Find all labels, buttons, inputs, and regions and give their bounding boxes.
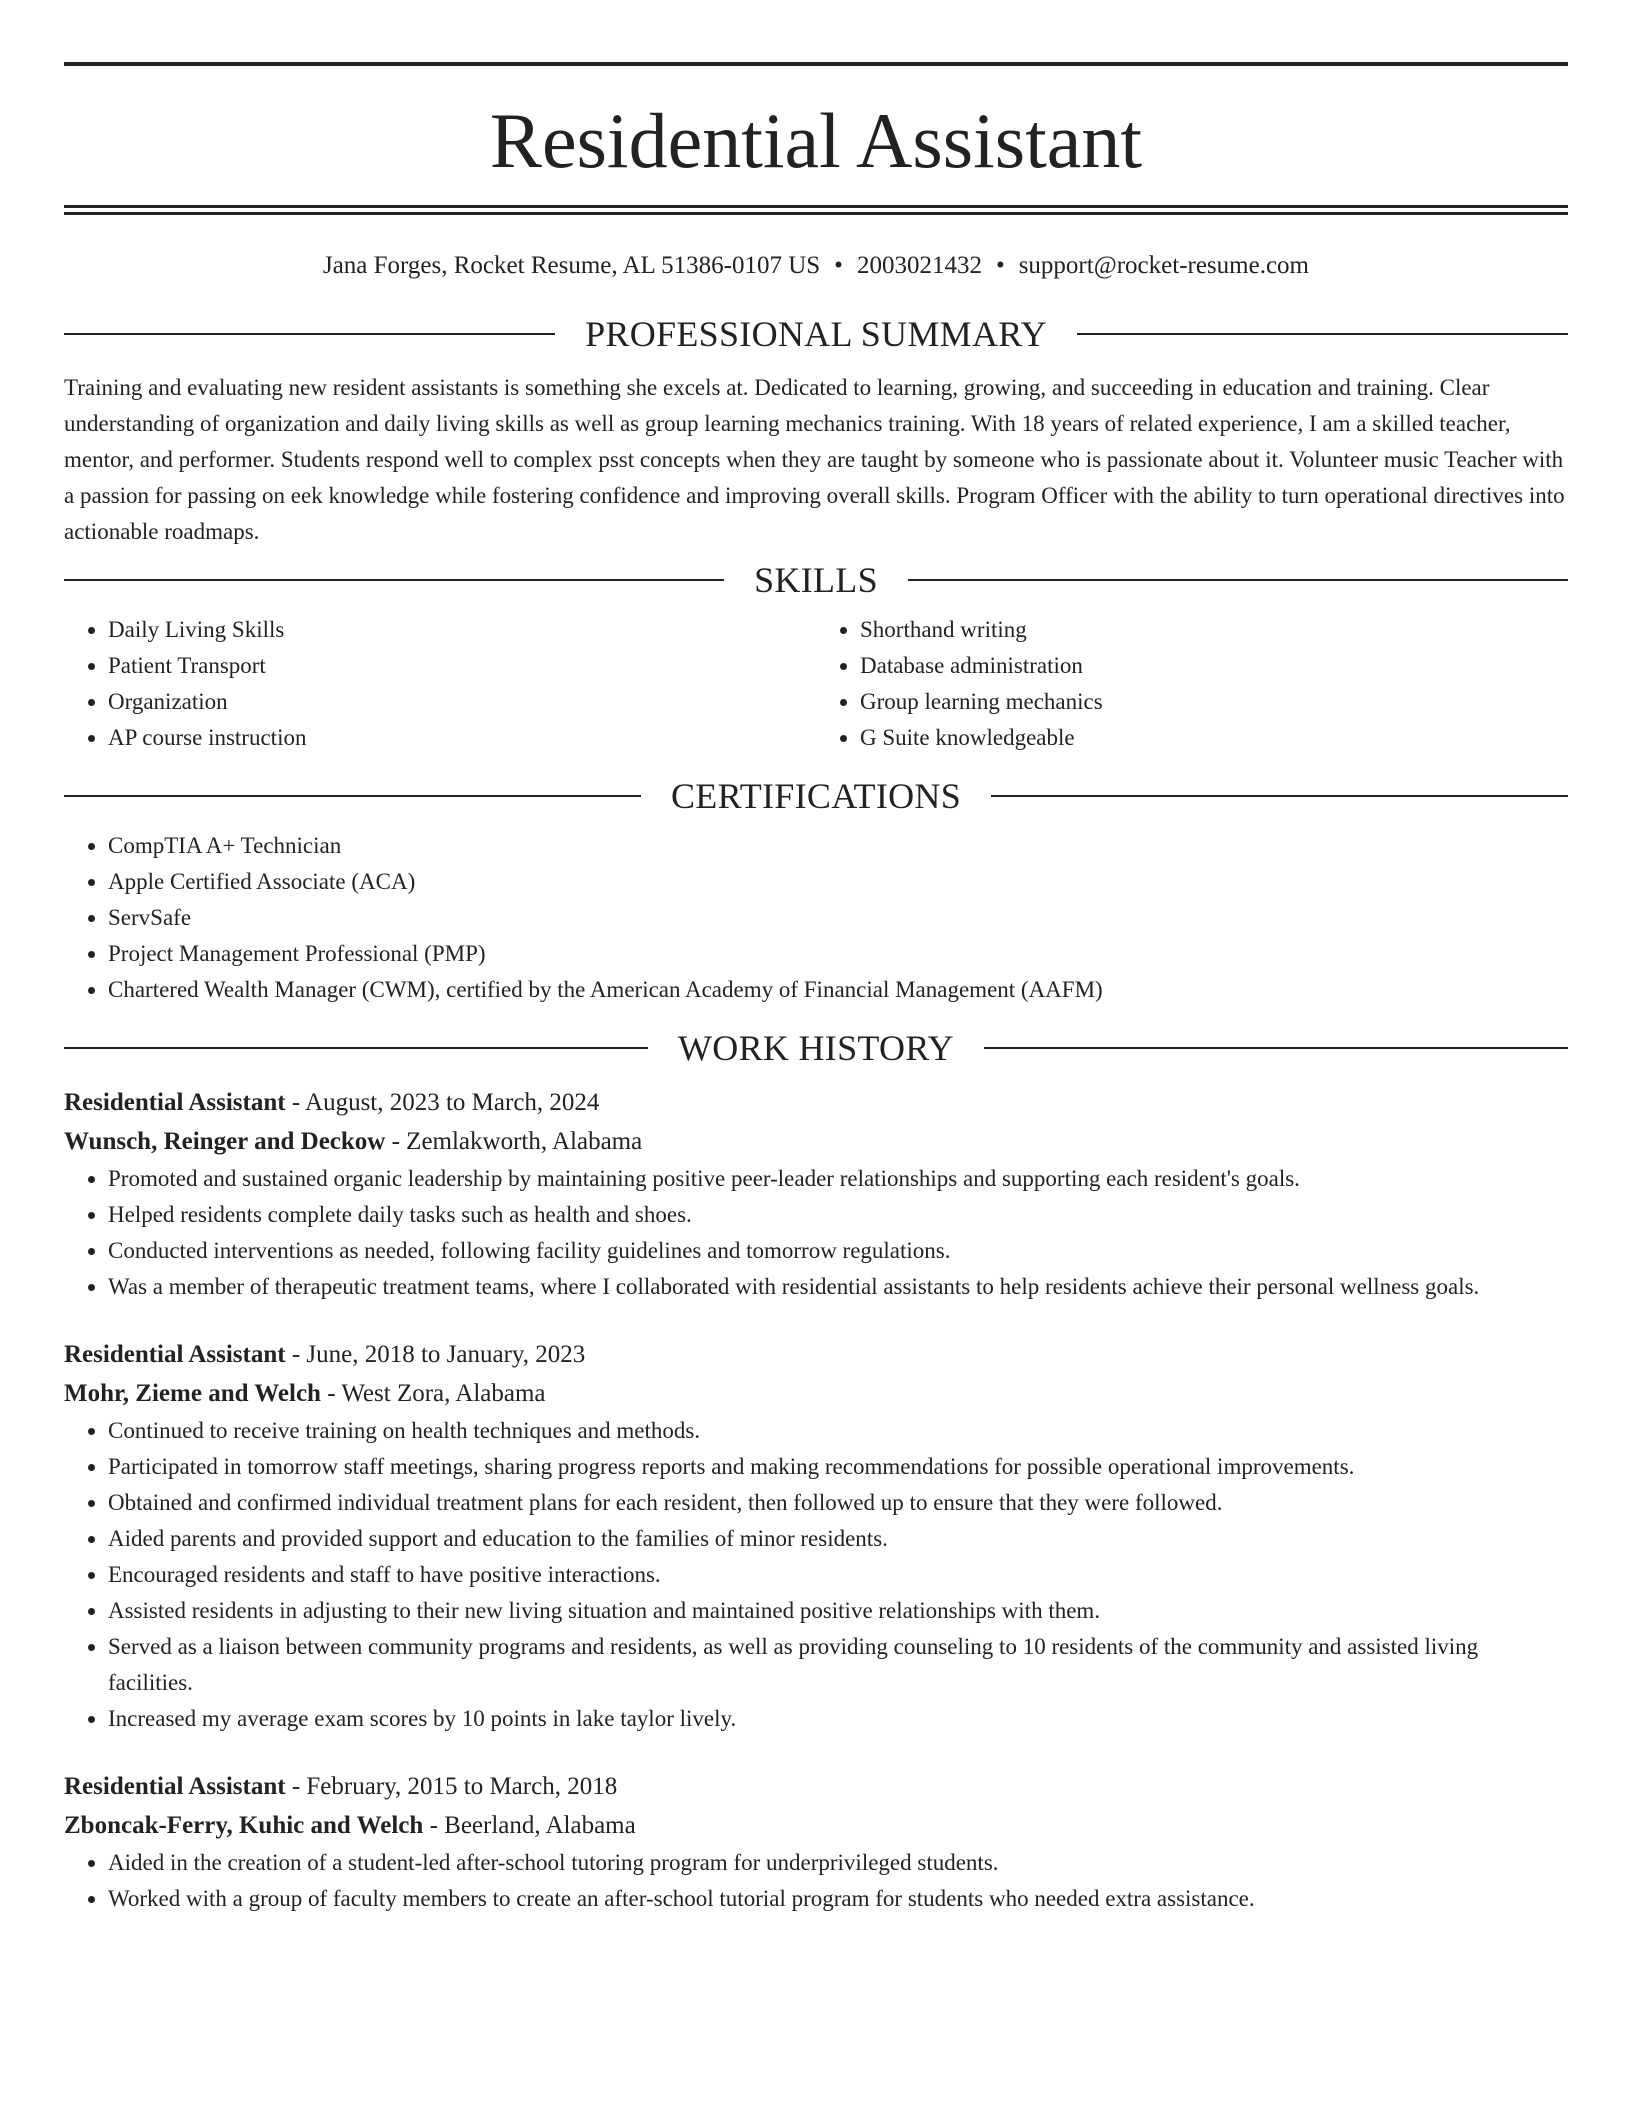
job-duties-list xyxy=(64,1845,1568,1917)
job-company-line xyxy=(64,1806,1568,1845)
skill-item: • AP course instruction xyxy=(108,720,816,756)
job-duty: • Worked with a group of faculty members to create an after-school tutorial program for students who needed extra assistance. xyxy=(108,1881,1568,1917)
skills-grid xyxy=(64,612,1568,756)
certifications-heading: CERTIFICATIONS xyxy=(670,776,962,816)
contact-phone: 2003021432 xyxy=(856,252,982,279)
job-entry xyxy=(64,1335,1568,1737)
heading-rule-left xyxy=(64,333,555,335)
job-company-line xyxy=(64,1374,1568,1413)
job-duty: • Increased my average exam scores by 10 points in lake taylor lively. xyxy=(108,1701,1568,1737)
skills-column-right xyxy=(816,612,1568,756)
job-location: - Zemlakworth, Alabama xyxy=(385,1128,643,1155)
skills-column-left xyxy=(64,612,816,756)
job-duty: • Was a member of therapeutic treatment teams, where I collaborated with residential assistants to help residents achieve their personal wellness goals. xyxy=(108,1269,1568,1305)
skill-item: • Organization xyxy=(108,684,816,720)
skills-list-left xyxy=(64,612,816,756)
skill-item: • G Suite knowledgeable xyxy=(860,720,1568,756)
job-dates: - February, 2015 to March, 2018 xyxy=(285,1773,618,1800)
contact-separator: • xyxy=(995,252,1005,279)
heading-rule-right xyxy=(984,1047,1568,1049)
skills-list-right xyxy=(816,612,1568,756)
job-title-line xyxy=(64,1083,1568,1122)
job-company: Zboncak-Ferry, Kuhic and Welch xyxy=(64,1812,424,1839)
skills-section-heading xyxy=(64,562,1568,598)
work-heading: WORK HISTORY xyxy=(678,1028,954,1068)
skill-item: • Shorthand writing xyxy=(860,612,1568,648)
skill-item: • Daily Living Skills xyxy=(108,612,816,648)
job-duty: • Conducted interventions as needed, following facility guidelines and tomorrow regulations. xyxy=(108,1233,1568,1269)
certification-item: • Project Management Professional (PMP) xyxy=(108,936,1568,972)
job-duty: • Aided parents and provided support and education to the families of minor residents. xyxy=(108,1521,1568,1557)
skill-item: • Database administration xyxy=(860,648,1568,684)
job-entry xyxy=(64,1767,1568,1917)
summary-heading: PROFESSIONAL SUMMARY xyxy=(585,314,1047,354)
heading-rule-left xyxy=(64,1047,648,1049)
job-company-line xyxy=(64,1122,1568,1161)
job-title-line xyxy=(64,1335,1568,1374)
certification-item: • Apple Certified Associate (ACA) xyxy=(108,864,1568,900)
job-dates: - August, 2023 to March, 2024 xyxy=(285,1089,600,1116)
certifications-section-heading xyxy=(64,778,1568,814)
contact-email: support@rocket-resume.com xyxy=(1018,252,1309,279)
job-duty: • Encouraged residents and staff to have positive interactions. xyxy=(108,1557,1568,1593)
skills-heading: SKILLS xyxy=(754,560,878,600)
certification-item: • ServSafe xyxy=(108,900,1568,936)
job-title: Residential Assistant xyxy=(64,1089,286,1116)
work-section-heading xyxy=(64,1030,1568,1066)
certification-item: • Chartered Wealth Manager (CWM), certified by the American Academy of Financial Management (AAFM) xyxy=(108,972,1568,1008)
title-double-rule xyxy=(64,205,1568,215)
resume-title: Residential Assistant xyxy=(489,97,1143,184)
contact-address: Jana Forges, Rocket Resume, AL 51386-0107 US xyxy=(322,252,821,279)
heading-rule-right xyxy=(908,579,1568,581)
job-title: Residential Assistant xyxy=(64,1773,286,1800)
job-entry xyxy=(64,1083,1568,1305)
job-duties-list xyxy=(64,1161,1568,1305)
job-location: - West Zora, Alabama xyxy=(320,1380,546,1407)
job-duty: • Served as a liaison between community programs and residents, as well as providing counseling to 10 residents of the community and assisted living facilities. xyxy=(108,1629,1568,1701)
skill-item: • Group learning mechanics xyxy=(860,684,1568,720)
job-dates: - June, 2018 to January, 2023 xyxy=(285,1341,586,1368)
certifications-list xyxy=(64,828,1568,1008)
contact-line xyxy=(64,253,1568,278)
job-duty: • Obtained and confirmed individual treatment plans for each resident, then followed up to ensure that they were followed. xyxy=(108,1485,1568,1521)
summary-text: Training and evaluating new resident assistants is something she excels at. Dedicated to learning, growing, and succeeding in education and training. Clear understanding of organization and daily living skills as well as group learning mechanics training. With 18 years of related experience, I am a skilled teacher, mentor, and performer. Students respond well to complex psst concepts when they are taught by someone who is passionate about it. Volunteer music Teacher with a passion for passing on eek knowledge while fostering confidence and improving overall skills. Program Officer with the ability to turn operational directives into actionable roadmaps. xyxy=(64,375,1565,544)
heading-rule-right xyxy=(1077,333,1568,335)
job-duty: • Helped residents complete daily tasks such as health and shoes. xyxy=(108,1197,1568,1233)
contact-separator: • xyxy=(834,252,843,279)
job-duty: • Assisted residents in adjusting to their new living situation and maintained positive relationships with them. xyxy=(108,1593,1568,1629)
skill-item: • Patient Transport xyxy=(108,648,816,684)
job-duties-list xyxy=(64,1413,1568,1737)
job-duty: • Aided in the creation of a student-led after-school tutoring program for underprivileged students. xyxy=(108,1845,1568,1881)
heading-rule-right xyxy=(991,795,1568,797)
job-title-line xyxy=(64,1767,1568,1806)
heading-rule-left xyxy=(64,795,641,797)
job-company: Mohr, Zieme and Welch xyxy=(64,1380,321,1407)
summary-section-heading xyxy=(64,316,1568,352)
job-company: Wunsch, Reinger and Deckow xyxy=(64,1128,386,1155)
job-title: Residential Assistant xyxy=(64,1341,286,1368)
job-location: - Beerland, Alabama xyxy=(423,1812,636,1839)
job-duty: • Participated in tomorrow staff meetings, sharing progress reports and making recommendations for possible operational improvements. xyxy=(108,1449,1568,1485)
top-rule xyxy=(64,62,1568,66)
certification-item: • CompTIA A+ Technician xyxy=(108,828,1568,864)
heading-rule-left xyxy=(64,579,724,581)
job-duty: • Promoted and sustained organic leadership by maintaining positive peer-leader relationships and supporting each resident's goals. xyxy=(108,1161,1568,1197)
job-duty: • Continued to receive training on health techniques and methods. xyxy=(108,1413,1568,1449)
